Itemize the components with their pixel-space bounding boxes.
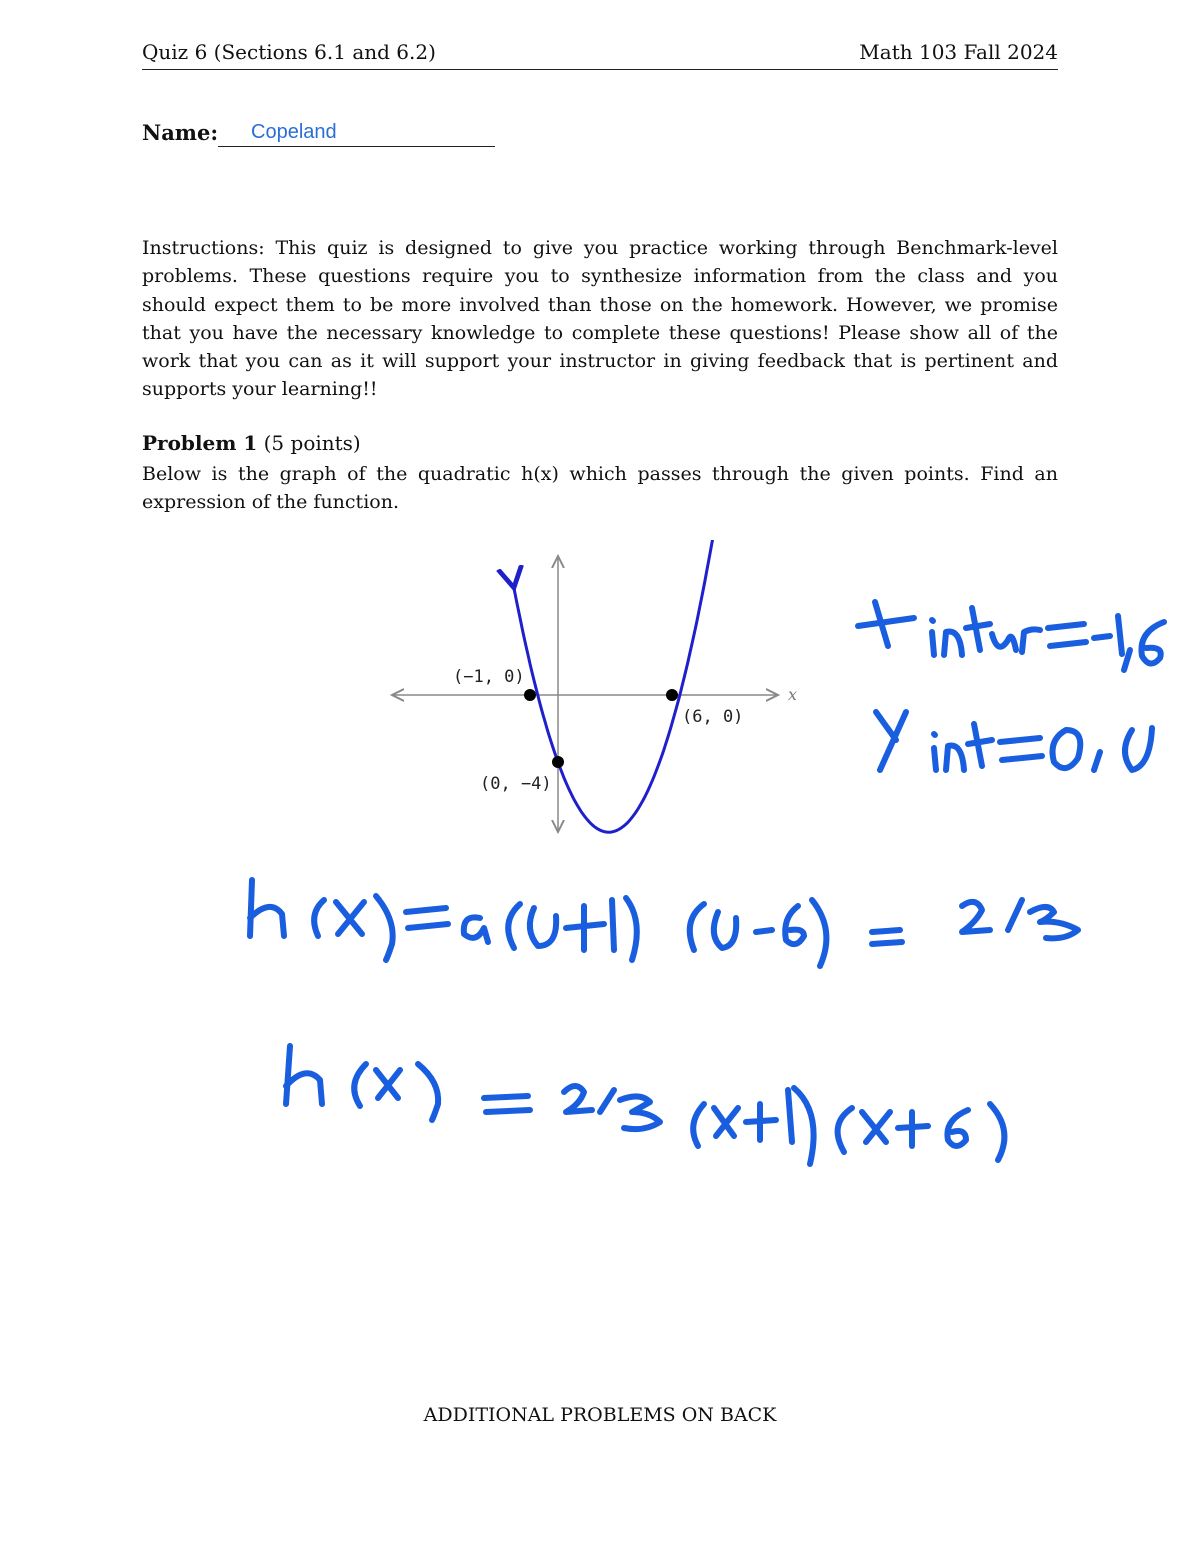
footer-note: ADDITIONAL PROBLEMS ON BACK <box>423 1404 777 1426</box>
instructions-text: Instructions: This quiz is designed to give you practice working through Benchmark-level problems. These questions require you to synthesize information from the class and you should expect them to be more involved than those on the homework. However, we promise that you have the necessary knowledge to complete these questions! Please show all of the work that you can as it will support your instructor in giving feedback that is pertinent and supports your learning!! <box>142 237 1058 401</box>
point-label-neg1-0: (−1, 0) <box>453 667 525 687</box>
handwriting-line3 <box>250 880 1078 966</box>
point-label-6-0: (6, 0) <box>682 707 744 727</box>
problem-number: Problem 1 <box>142 431 258 455</box>
name-label: Name: <box>142 120 219 145</box>
problem-points: (5 points) <box>263 431 361 455</box>
point-label-0-neg4: (0, −4) <box>480 774 552 794</box>
name-field[interactable]: Copeland <box>251 121 337 143</box>
header-course: Math 103 Fall 2024 <box>859 40 1058 64</box>
handwriting-line2 <box>876 712 1152 770</box>
problem-text: Below is the graph of the quadratic h(x) which passes through the given points. Find an expression of the function. <box>142 463 1058 514</box>
header-title: Quiz 6 (Sections 6.1 and 6.2) <box>142 40 436 64</box>
handwriting-line1 <box>858 602 1164 670</box>
x-axis-label: x <box>788 685 798 704</box>
handwriting-line4 <box>286 1046 1004 1164</box>
